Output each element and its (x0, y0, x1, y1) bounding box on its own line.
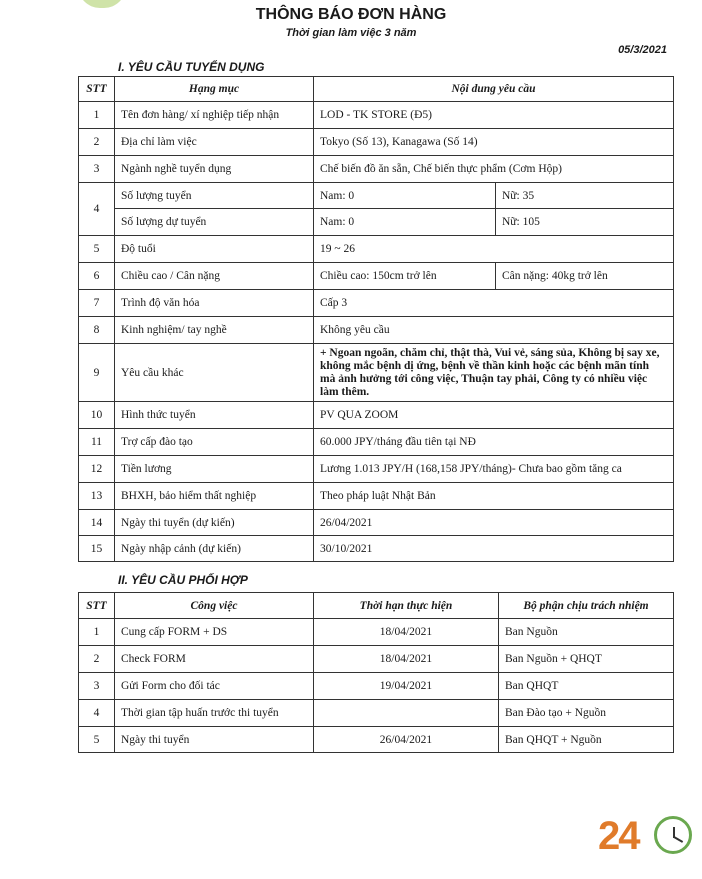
row-item: Tên đơn hàng/ xí nghiệp tiếp nhận (115, 102, 314, 129)
column-header-content: Nội dung yêu cầu (314, 77, 674, 102)
row-task: Cung cấp FORM + DS (115, 619, 314, 646)
row-stt: 2 (79, 646, 115, 673)
table-row (79, 317, 674, 344)
table-row (79, 510, 674, 536)
row-item: Số lượng tuyển (115, 183, 314, 209)
row-content: Chế biến đồ ăn sẵn, Chế biến thực phẩm (Cơm Hộp) (314, 156, 674, 183)
row-content-salary: Lương 1.013 JPY/H (168,158 JPY/tháng)- Chưa bao gồm tăng ca (314, 456, 674, 483)
row-item: Ngày thi tuyển (dự kiến) (115, 510, 314, 536)
row-content: 60.000 JPY/tháng đầu tiên tại NĐ (314, 429, 674, 456)
row-stt: 1 (79, 619, 115, 646)
row-item: Tiền lương (115, 456, 314, 483)
row-stt: 6 (79, 263, 115, 290)
row-task: Thời gian tập huấn trước thi tuyển (115, 700, 314, 727)
table-row (79, 402, 674, 429)
row-item: Yêu cầu khác (115, 344, 314, 402)
row-department: Ban QHQT + Nguồn (499, 727, 674, 753)
table-header-row (79, 77, 674, 102)
row-item: Kinh nghiệm/ tay nghề (115, 317, 314, 344)
table-row (79, 727, 674, 753)
column-header-stt: STT (79, 77, 115, 102)
section-1-heading: I. YÊU CẦU TUYỂN DỤNG (118, 60, 265, 74)
row-deadline: 19/04/2021 (314, 673, 499, 700)
row-stt: 4 (79, 183, 115, 236)
row-deadline: 26/04/2021 (314, 727, 499, 753)
document-title: THÔNG BÁO ĐƠN HÀNG (255, 6, 447, 23)
section-2-heading: II. YÊU CẦU PHỐI HỢP (118, 573, 248, 587)
row-stt: 5 (79, 727, 115, 753)
row-stt: 2 (79, 129, 115, 156)
row-item: Chiều cao / Cân nặng (115, 263, 314, 290)
row-content: PV QUA ZOOM (314, 402, 674, 429)
row-male-count: Nam: 0 (314, 209, 496, 236)
row-stt: 1 (79, 102, 115, 129)
row-stt: 5 (79, 236, 115, 263)
row-stt: 11 (79, 429, 115, 456)
row-task: Check FORM (115, 646, 314, 673)
table-row (79, 156, 674, 183)
logo-digits: 24 (598, 814, 639, 858)
row-content-other-requirements: + Ngoan ngoãn, chăm chỉ, thật thà, Vui vẻ, sáng sủa, Không bị say xe, không mắc bệnh dị ứng, bệnh về thần kinh hoặc các bệnh mãn tính mà ảnh hưởng tới công việc, Thuận tay phải, Công ty có nhiều việc làm thêm. (314, 344, 674, 402)
table-row (79, 263, 674, 290)
table-row (79, 129, 674, 156)
column-header-stt: STT (79, 593, 115, 619)
table-row (79, 456, 674, 483)
clock-icon (654, 816, 692, 854)
row-department: Ban QHQT (499, 673, 674, 700)
row-content: Không yêu cầu (314, 317, 674, 344)
row-item: BHXH, bảo hiểm thất nghiệp (115, 483, 314, 510)
table-row (79, 429, 674, 456)
table-row (79, 483, 674, 510)
table-row (79, 536, 674, 562)
row-stt: 9 (79, 344, 115, 402)
document-subtitle: Thời gian làm việc 3 năm (285, 27, 417, 39)
row-deadline: 18/04/2021 (314, 619, 499, 646)
row-item: Độ tuổi (115, 236, 314, 263)
table-row (79, 290, 674, 317)
table-row (79, 646, 674, 673)
table-row (79, 102, 674, 129)
row-department: Ban Nguồn (499, 619, 674, 646)
table-row (79, 209, 674, 236)
document-date: 05/3/2021 (618, 44, 667, 56)
row-deadline (314, 700, 499, 727)
column-header-task: Công việc (115, 593, 314, 619)
row-task: Ngày thi tuyển (115, 727, 314, 753)
row-female-count: Nữ: 35 (496, 183, 674, 209)
row-height: Chiều cao: 150cm trở lên (314, 263, 496, 290)
row-stt: 7 (79, 290, 115, 317)
row-female-count: Nữ: 105 (496, 209, 674, 236)
table-row (79, 619, 674, 646)
row-stt: 12 (79, 456, 115, 483)
row-content: 26/04/2021 (314, 510, 674, 536)
table-row (79, 183, 674, 209)
row-deadline: 18/04/2021 (314, 646, 499, 673)
column-header-item: Hạng mục (115, 77, 314, 102)
row-stt: 13 (79, 483, 115, 510)
row-weight: Cân nặng: 40kg trở lên (496, 263, 674, 290)
table-header-row (79, 593, 674, 619)
table-row (79, 344, 674, 402)
row-department: Ban Nguồn + QHQT (499, 646, 674, 673)
brand-logo (598, 812, 698, 862)
column-header-department: Bộ phận chịu trách nhiệm (499, 593, 674, 619)
row-content: 30/10/2021 (314, 536, 674, 562)
row-male-count: Nam: 0 (314, 183, 496, 209)
table-row (79, 673, 674, 700)
row-stt: 15 (79, 536, 115, 562)
row-content: Cấp 3 (314, 290, 674, 317)
row-content: Tokyo (Số 13), Kanagawa (Số 14) (314, 129, 674, 156)
row-stt: 14 (79, 510, 115, 536)
row-content: Theo pháp luật Nhật Bản (314, 483, 674, 510)
row-item: Ngày nhập cảnh (dự kiến) (115, 536, 314, 562)
row-content: 19 ~ 26 (314, 236, 674, 263)
row-item: Số lượng dự tuyển (115, 209, 314, 236)
coordination-table (78, 592, 674, 753)
row-stt: 8 (79, 317, 115, 344)
row-item: Trợ cấp đào tạo (115, 429, 314, 456)
row-department: Ban Đào tạo + Nguồn (499, 700, 674, 727)
row-item: Trình độ văn hóa (115, 290, 314, 317)
row-stt: 4 (79, 700, 115, 727)
table-row (79, 700, 674, 727)
recruitment-table (78, 76, 674, 562)
row-stt: 3 (79, 673, 115, 700)
row-content: LOD - TK STORE (Đ5) (314, 102, 674, 129)
row-task: Gửi Form cho đối tác (115, 673, 314, 700)
table-row (79, 236, 674, 263)
row-stt: 3 (79, 156, 115, 183)
row-item: Hình thức tuyển (115, 402, 314, 429)
row-item: Địa chỉ làm việc (115, 129, 314, 156)
row-stt: 10 (79, 402, 115, 429)
column-header-deadline: Thời hạn thực hiện (314, 593, 499, 619)
row-item: Ngành nghề tuyển dụng (115, 156, 314, 183)
